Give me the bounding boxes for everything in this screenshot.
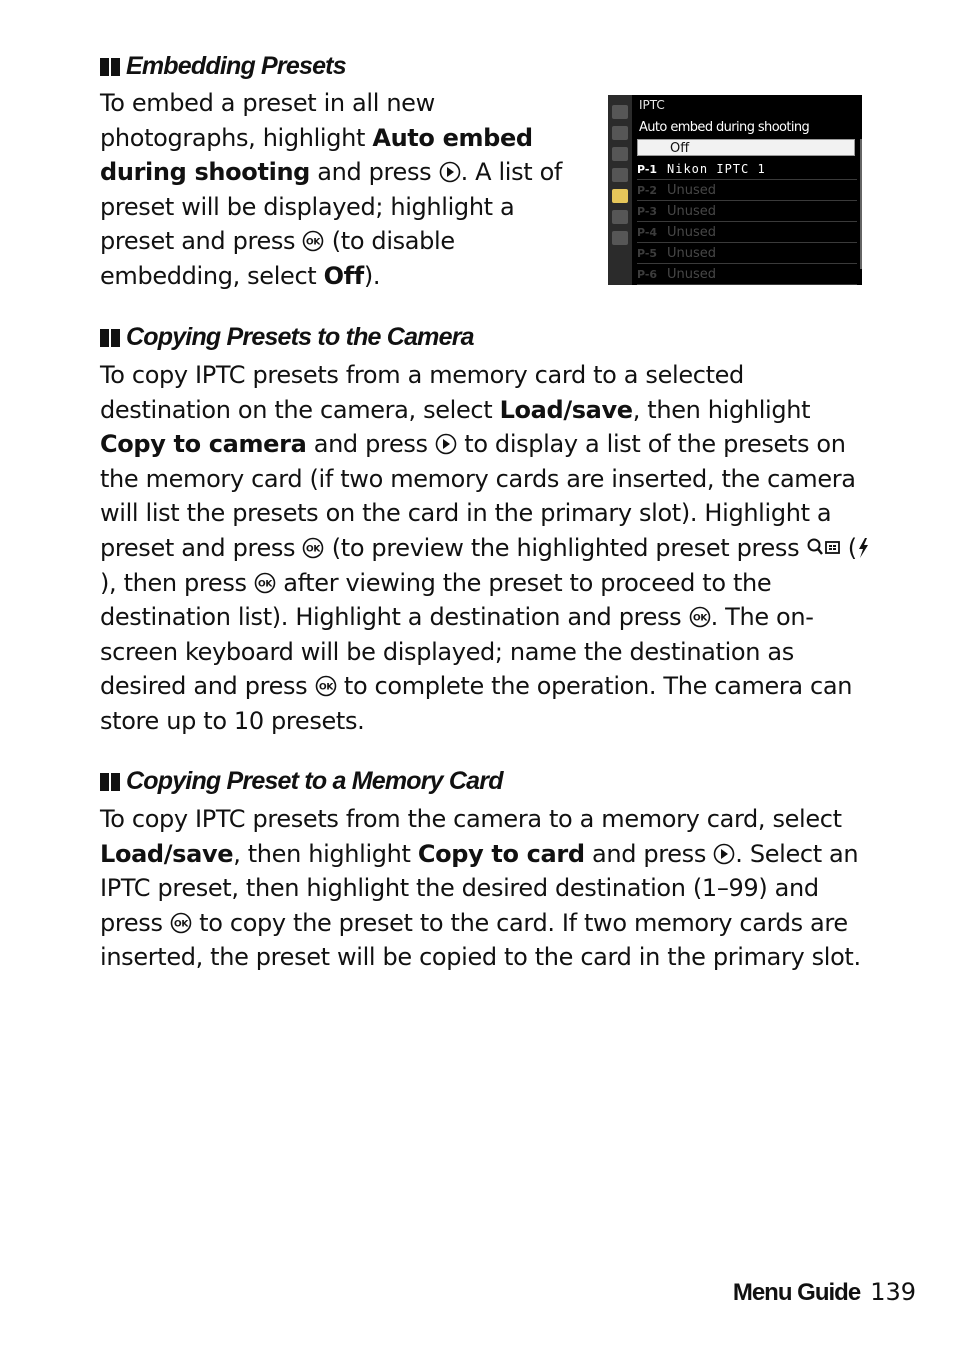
preset-tag: P-1 (637, 163, 658, 176)
text-run: (to preview the highlighted preset press (324, 533, 807, 562)
text-run: to complete the operation. The camera can store up to 10 presets. (100, 672, 853, 735)
section-heading-copying-to-card (100, 767, 503, 796)
text-run: (to disable embedding, select (100, 227, 455, 290)
text-run: To copy IPTC presets from the camera to a memory card, select (100, 805, 842, 833)
paragraph-embedding-presets (100, 86, 580, 294)
menu-term: Auto embed during shooting (100, 123, 533, 187)
camera-preset-row (637, 202, 857, 222)
text-run: . The on-screen keyboard will be displayed; name the destination as desired and press (100, 603, 814, 701)
svg-text:OK: OK (173, 919, 188, 930)
text-run: , then highlight (632, 395, 811, 424)
menu-term: Load/save (499, 395, 633, 424)
text-run: To copy IPTC presets from a memory card to a selected destination on the camera, select (100, 361, 744, 424)
camera-preset-row (637, 223, 857, 243)
camera-screen-title: IPTC (639, 98, 665, 112)
svg-text:OK: OK (318, 682, 333, 693)
text-run: to display a list of the presets on the memory card (if two memory cards are inserted, the camera will list the presets on the card in the primary slot). Highlight a preset and press (100, 430, 856, 562)
text-run: ( (840, 533, 857, 562)
preset-name: Unused (667, 246, 717, 261)
text-run: and press (584, 839, 714, 868)
paragraph-copying-to-card (100, 802, 875, 975)
zoom-in-icon (807, 537, 841, 559)
preset-name: Unused (667, 183, 717, 198)
pencil-menu-icon (612, 168, 628, 182)
ok-button-icon (254, 572, 276, 594)
camera-preset-row (637, 160, 857, 180)
text-run: and press (306, 430, 435, 459)
camera-preset-row (637, 265, 857, 285)
wrench-menu-icon (612, 189, 628, 203)
text-run: and press (310, 158, 439, 187)
heading-marker-icon (100, 329, 120, 347)
camera-screen-subtitle: Auto embed during shooting (639, 120, 810, 135)
menu-term: Copy to card (417, 839, 585, 868)
svg-text:OK: OK (257, 579, 272, 590)
preset-tag: P-6 (637, 268, 658, 281)
page-footer (733, 1278, 916, 1307)
movie-menu-icon (612, 147, 628, 161)
menu-term: Off (323, 261, 364, 290)
playback-menu-icon (612, 105, 628, 119)
ok-button-icon (302, 537, 324, 559)
text-run: , then highlight (233, 839, 418, 868)
preset-tag: P-2 (637, 184, 658, 197)
flash-icon (857, 537, 869, 559)
camera-scrollbar (860, 139, 862, 269)
camera-menu-tabs (608, 95, 632, 285)
heading-text: Embedding Presets (126, 52, 346, 80)
ok-button-icon (315, 675, 337, 697)
preset-tag: P-4 (637, 226, 658, 239)
footer-section-label: Menu Guide (732, 1279, 861, 1306)
right-arrow-icon (435, 433, 457, 455)
section-heading-embedding-presets (100, 52, 346, 81)
ok-button-icon (170, 912, 192, 934)
preset-name: Unused (667, 225, 717, 240)
preset-tag: P-5 (637, 247, 658, 260)
menu-term: Load/save (100, 839, 234, 868)
text-run: ). (363, 261, 381, 290)
retouch-menu-icon (612, 210, 628, 224)
ok-button-icon (689, 606, 711, 628)
camera-option-off: Off (637, 139, 855, 156)
text-run: To embed a preset in all new photographs, highlight (100, 89, 435, 152)
menu-term: Copy to camera (100, 430, 307, 459)
paragraph-copying-to-camera (100, 358, 870, 739)
section-heading-copying-to-camera (100, 323, 474, 352)
heading-text: Copying Preset to a Memory Card (126, 767, 503, 795)
heading-marker-icon (100, 58, 120, 76)
svg-text:OK: OK (306, 544, 321, 555)
svg-text:OK: OK (306, 237, 321, 248)
preset-name: Nikon IPTC 1 (667, 162, 766, 176)
camera-preset-row (637, 244, 857, 264)
page-number: 139 (870, 1278, 916, 1306)
ok-button-icon (302, 230, 324, 252)
text-run: after viewing the preset to proceed to the destination list). Highlight a destination and press (100, 568, 772, 632)
text-run: to copy the preset to the card. If two memory cards are inserted, the preset will be copied to the card in the primary slot. (100, 908, 861, 972)
camera-screen (608, 95, 862, 285)
preset-name: Unused (667, 204, 717, 219)
camera-menu-icon (612, 126, 628, 140)
heading-text: Copying Presets to the Camera (126, 323, 474, 351)
text-run: ), then press (100, 568, 254, 597)
preset-tag: P-3 (637, 205, 658, 218)
camera-preset-row (637, 181, 857, 201)
right-arrow-icon (439, 161, 461, 183)
my-menu-icon (612, 231, 628, 245)
heading-marker-icon (100, 773, 120, 791)
preset-name: Unused (667, 267, 717, 282)
svg-text:OK: OK (692, 613, 707, 624)
text-run: . Select an IPTC preset, then highlight the desired destination (1–99) and press (100, 839, 859, 937)
right-arrow-icon (713, 843, 735, 865)
text-run: . A list of preset will be displayed; highlight a preset and press (100, 158, 563, 256)
